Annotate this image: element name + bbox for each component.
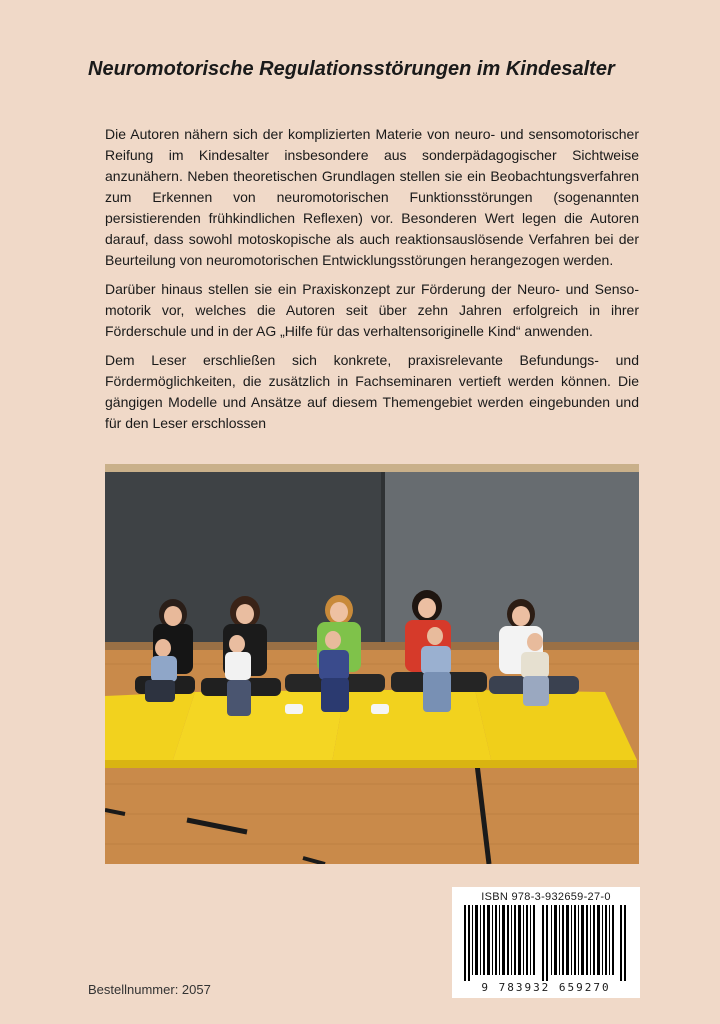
- blurb-text: [105, 124, 639, 442]
- book-title: Neuromotorische Regulationsstörungen im Kindesalter: [88, 58, 615, 80]
- blurb-paragraph-3: Dem Leser erschließen sich konkrete, praxisrelevante Befundungs- und Fördermöglichkeiten, die zusätzlich in Fachseminaren vertieft werden können. Die gängigen Modelle und Ansätze auf diesem Themengebiet werden eingebunden und für den Leser erschlossen: [105, 352, 639, 431]
- group-photo: [105, 464, 639, 864]
- barcode-digits: 9 783932 659270: [481, 981, 611, 994]
- order-number: Bestellnummer: 2057: [88, 982, 211, 997]
- barcode-bars: [462, 905, 630, 981]
- blurb-paragraph-2: Darüber hinaus stellen sie ein Praxiskonzept zur Förderung der Neuro- und Sensomotorik vor, welches die Autoren seit über zehn Jahren erfolgreich in ihrer Förderschule und in der AG „Hilfe für das verhaltensoriginelle Kind“ anwenden.: [105, 281, 639, 339]
- isbn-barcode: [452, 887, 640, 998]
- blurb-paragraph-1: Die Autoren nähern sich der komplizierten Materie von neuro- und sensomotorischer Reifung im Kindesalter insbesondere aus sonderpädagogischer Sichtweise anzunähern. Neben theoretischen Grundlagen stellen sie ein Beobachtungsverfahren zum Erkennen von neuromotorischen Funktionsstörungen (sogenannten persistierenden frühkindlichen Reflexen) vor. Besonderen Wert legen die Autoren darauf, dass sowohl motoskopische als auch reaktionsauslösende Verfahren bei der Beurteilung von neuromotorischen Entwicklungsstörungen herangezogen werden.: [105, 126, 639, 268]
- isbn-label: ISBN 978-3-932659-27-0: [481, 891, 611, 903]
